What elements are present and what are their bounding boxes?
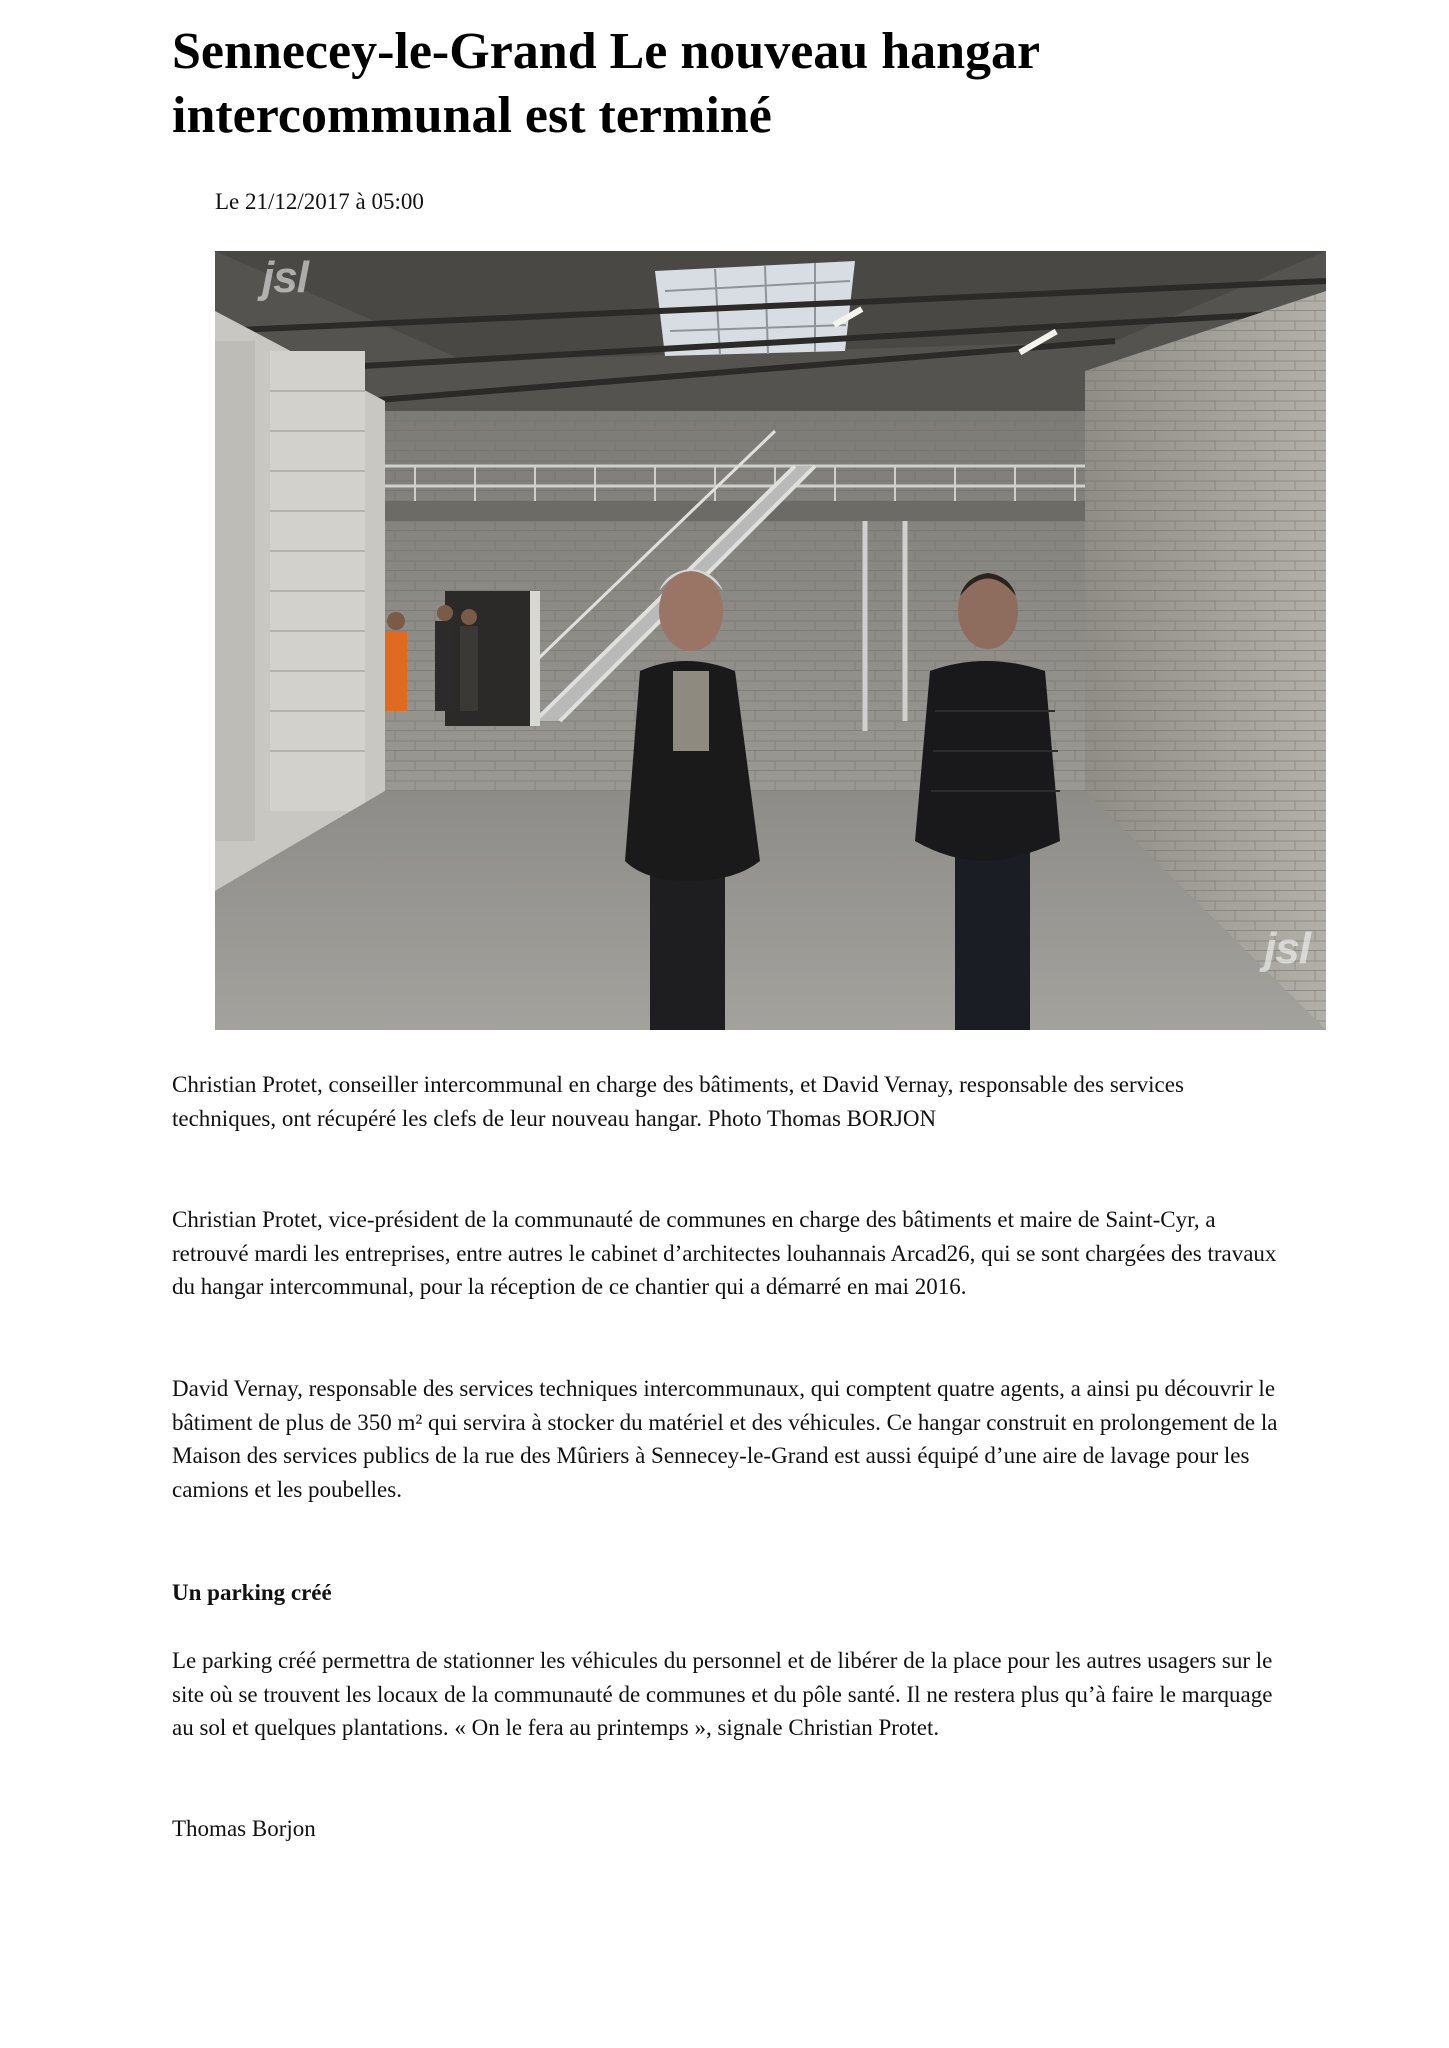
photo-watermark-top: jsl bbox=[262, 253, 308, 302]
article-author: Thomas Borjon bbox=[172, 1816, 316, 1841]
photo-caption: Christian Protet, conseiller intercommunal en charge des bâtiments, et David Vernay, responsable des services techniques, ont récupéré les clefs de leur nouveau hangar. Photo Thomas BORJON bbox=[172, 1072, 1184, 1131]
photo-watermark-bottom: jsl bbox=[1264, 924, 1310, 973]
article-subheading: Un parking créé bbox=[172, 1580, 332, 1605]
article-date: Le 21/12/2017 à 05:00 bbox=[215, 189, 424, 214]
hangar-photo-illustration bbox=[215, 251, 1326, 1030]
article-paragraph-2: David Vernay, responsable des services techniques intercommunaux, qui comptent quatre agents, a ainsi pu découvrir le bâtiment de plus de 350 m² qui servira à stocker du matériel et des véhicules. Ce hangar construit en prolongement de la Maison des services publics de la rue des Mûriers à Sennecey-le-Grand est aussi équipé d’une aire de lavage pour les camions et les poubelles. bbox=[172, 1376, 1278, 1502]
article-paragraph-1: Christian Protet, vice-président de la communauté de communes en charge des bâtiments et maire de Saint-Cyr, a retrouvé mardi les entreprises, entre autres le cabinet d’architectes louhannais Arcad26, qui se sont chargées des travaux du hangar intercommunal, pour la réception de ce chantier qui a démarré en mai 2016. bbox=[172, 1207, 1277, 1299]
article-title: Sennecey-le-Grand Le nouveau hangar intercommunal est terminé bbox=[172, 23, 1040, 144]
article-paragraph-3: Le parking créé permettra de stationner les véhicules du personnel et de libérer de la place pour les autres usagers sur le site où se trouvent les locaux de la communauté de communes et du pôle santé. Il ne restera plus qu’à faire le marquage au sol et quelques plantations. « On le fera au printemps », signale Christian Protet. bbox=[172, 1648, 1273, 1740]
article-photo bbox=[215, 251, 1326, 1030]
